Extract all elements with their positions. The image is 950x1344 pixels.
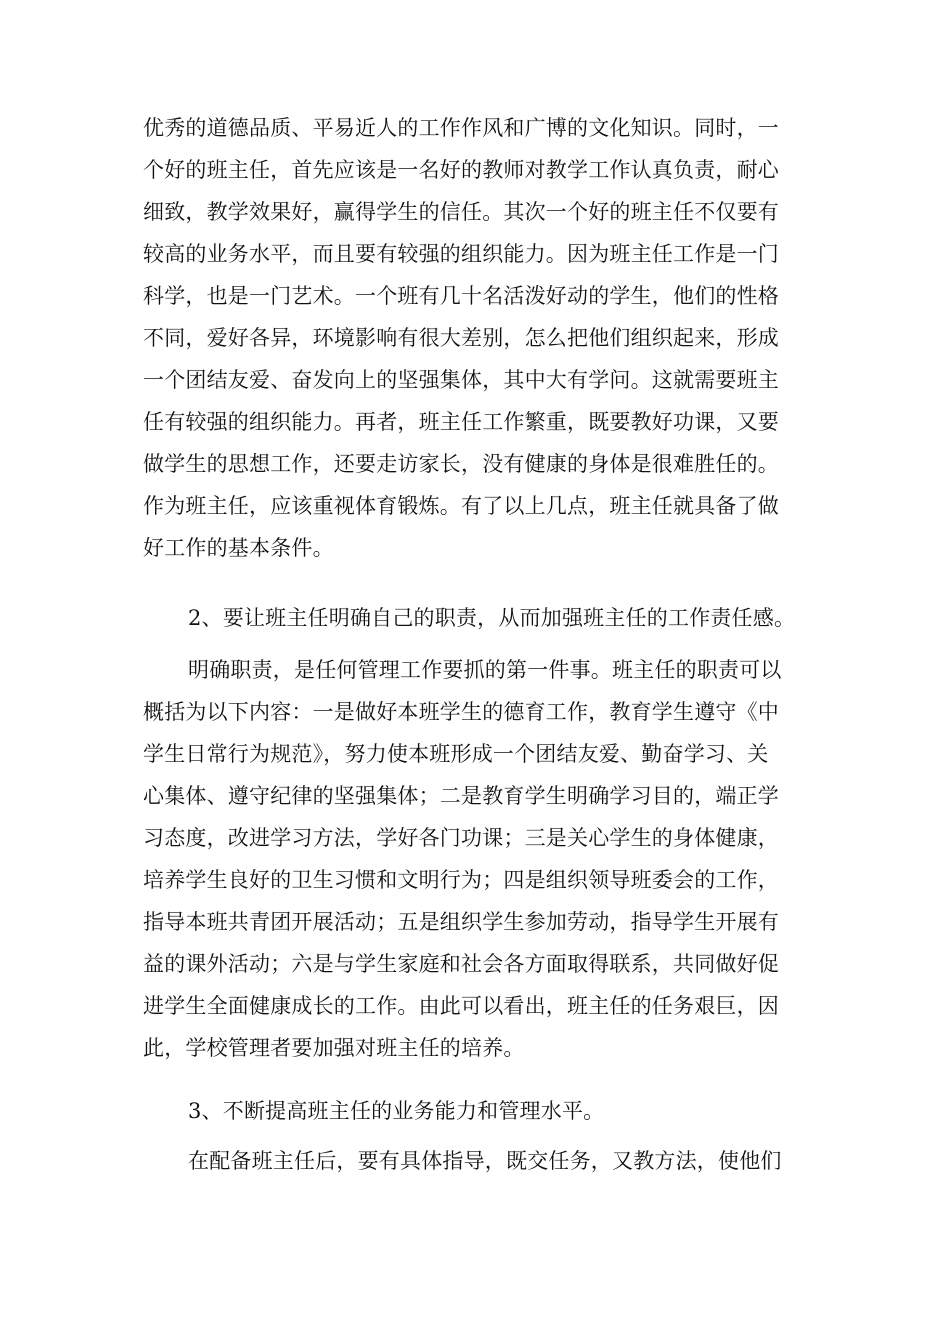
paragraph-line: 明确职责，是任何管理工作要抓的第一件事。班主任的职责可以 [188,658,782,682]
paragraph-line: 进学生全面健康成长的工作。由此可以看出，班主任的任务艰巨，因 [143,994,779,1018]
paragraph-line: 学生日常行为规范》，努力使本班形成一个团结友爱、勤奋学习、关 [143,742,769,766]
paragraph-line: 个好的班主任，首先应该是一名好的教师对教学工作认真负责，耐心 [143,158,779,182]
paragraph-line: 不同，爱好各异，环境影响有很大差别，怎么把他们组织起来，形成 [143,326,779,350]
section-heading-3 [143,1090,813,1132]
paragraph-line: 培养学生良好的卫生习惯和文明行为；四是组织领导班委会的工作， [143,868,779,892]
paragraph-line: 好工作的基本条件。 [143,536,334,560]
paragraph-line: 心集体、遵守纪律的坚强集体；二是教育学生明确学习目的，端正学 [143,784,779,808]
section-heading-text: 2、要让班主任明确自己的职责，从而加强班主任的工作责任感。 [188,606,796,630]
paragraph-line: 一个团结友爱、奋发向上的坚强集体，其中大有学问。这就需要班主 [143,368,779,392]
paragraph-qualities [143,107,813,569]
section-heading-2 [143,597,813,639]
paragraph-line: 指导本班共青团开展活动；五是组织学生参加劳动，指导学生开展有 [143,910,779,934]
paragraph-line: 益的课外活动；六是与学生家庭和社会各方面取得联系，共同做好促 [143,952,779,976]
paragraph-line: 优秀的道德品质、平易近人的工作作风和广博的文化知识。同时，一 [143,116,779,140]
paragraph-line: 此，学校管理者要加强对班主任的培养。 [143,1036,525,1060]
paragraph-line: 做学生的思想工作，还要走访家长，没有健康的身体是很难胜任的。 [143,452,779,476]
paragraph-line: 在配备班主任后，要有具体指导，既交任务，又教方法，使他们 [188,1149,782,1173]
paragraph-duties [143,649,813,1069]
paragraph-line: 作为班主任，应该重视体育锻炼。有了以上几点，班主任就具备了做 [143,494,779,518]
paragraph-line: 习态度，改进学习方法，学好各门功课；三是关心学生的身体健康， [143,826,779,850]
paragraph-line: 较高的业务水平，而且要有较强的组织能力。因为班主任工作是一门 [143,242,779,266]
paragraph-line: 任有较强的组织能力。再者，班主任工作繁重，既要教好功课，又要 [143,410,779,434]
paragraph-line: 概括为以下内容：一是做好本班学生的德育工作，教育学生遵守《中 [143,700,779,724]
paragraph-guidance [143,1140,813,1182]
paragraph-line: 科学，也是一门艺术。一个班有几十名活泼好动的学生，他们的性格 [143,284,779,308]
section-heading-text: 3、不断提高班主任的业务能力和管理水平。 [188,1099,605,1123]
paragraph-line: 细致，教学效果好，赢得学生的信任。其次一个好的班主任不仅要有 [143,200,779,224]
